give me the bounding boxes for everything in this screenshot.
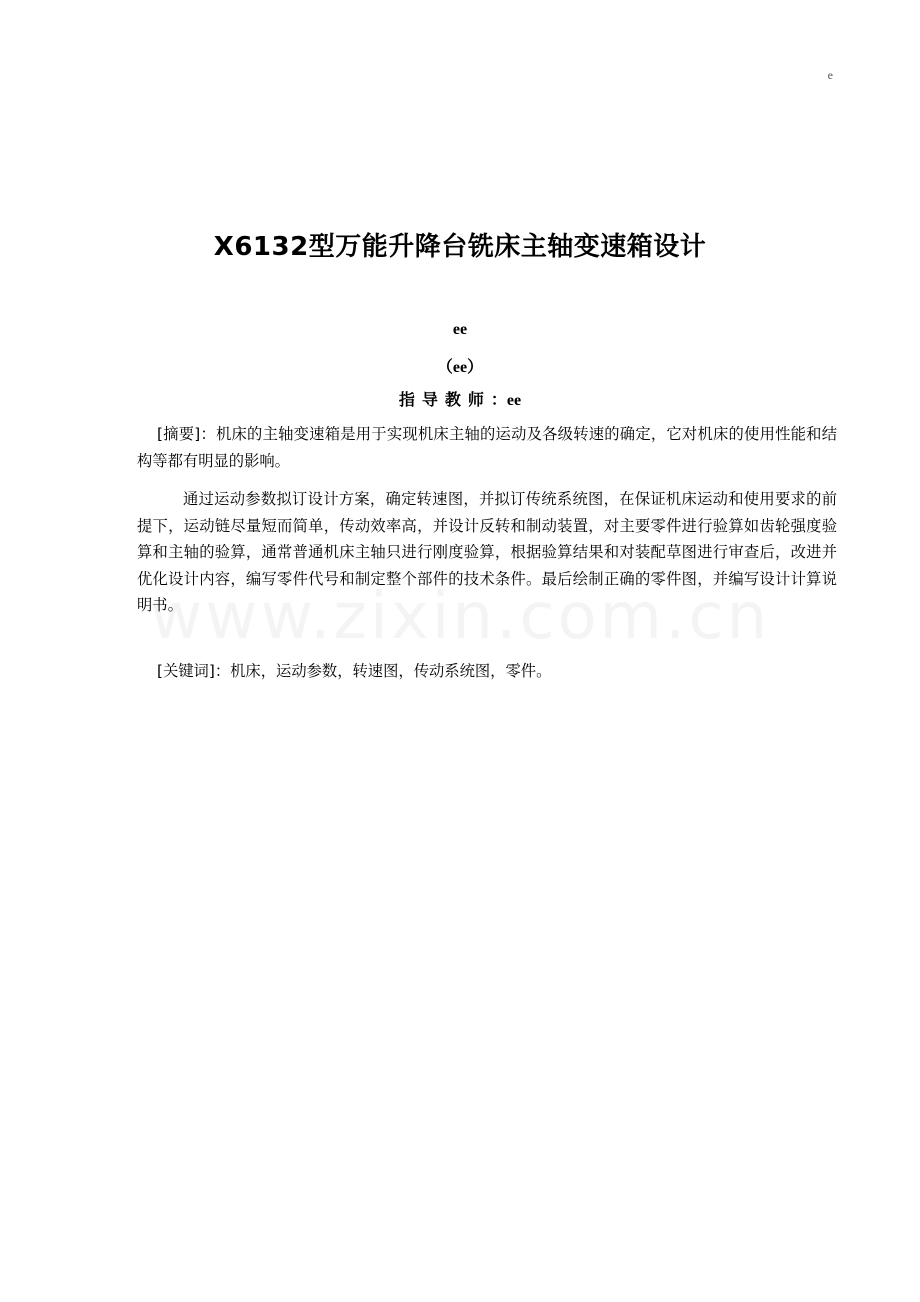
- keywords-text: ：机床，运动参数，转速图，传动系统图，零件。: [214, 662, 552, 680]
- advisor-label: 指导教师: [398, 390, 491, 409]
- author-name: ee: [452, 321, 468, 338]
- abstract-tag: [摘要]: [157, 425, 201, 443]
- abstract-body-paragraph: 通过运动参数拟订设计方案，确定转速图，并拟订传统系统图，在保证机床运动和使用要求的前提下，运动链尽量短而简单，传动效率高，并设计反转和制动装置，对主要零件进行验算如齿轮强度验算和主轴的验算，通常普通机床主轴只进行刚度验算，根据验算结果和对装配草图进行审查后，改进并优化设计内容，编写零件代号和制定整个部件的技术条件。最后绘制正确的零件图，并编写设计计算说明书。: [137, 490, 837, 614]
- header-mark: e: [827, 68, 833, 82]
- paper-title: X6132型万能升降台铣床主轴变速箱设计: [213, 232, 707, 262]
- advisor-separator: ：: [490, 390, 507, 409]
- abstract-paragraph: [137, 421, 837, 474]
- advisor-name: ee: [506, 392, 522, 409]
- abstract-text: ：机床的主轴变速箱是用于实现机床主轴的运动及各级转速的确定，它对机床的使用性能和结构等都有明显的影响。: [137, 425, 837, 470]
- keywords-paragraph: [137, 658, 837, 685]
- keywords-tag: [关键词]: [157, 662, 215, 680]
- advisor-line: [0, 387, 920, 410]
- author-affiliation: （ee）: [436, 359, 484, 376]
